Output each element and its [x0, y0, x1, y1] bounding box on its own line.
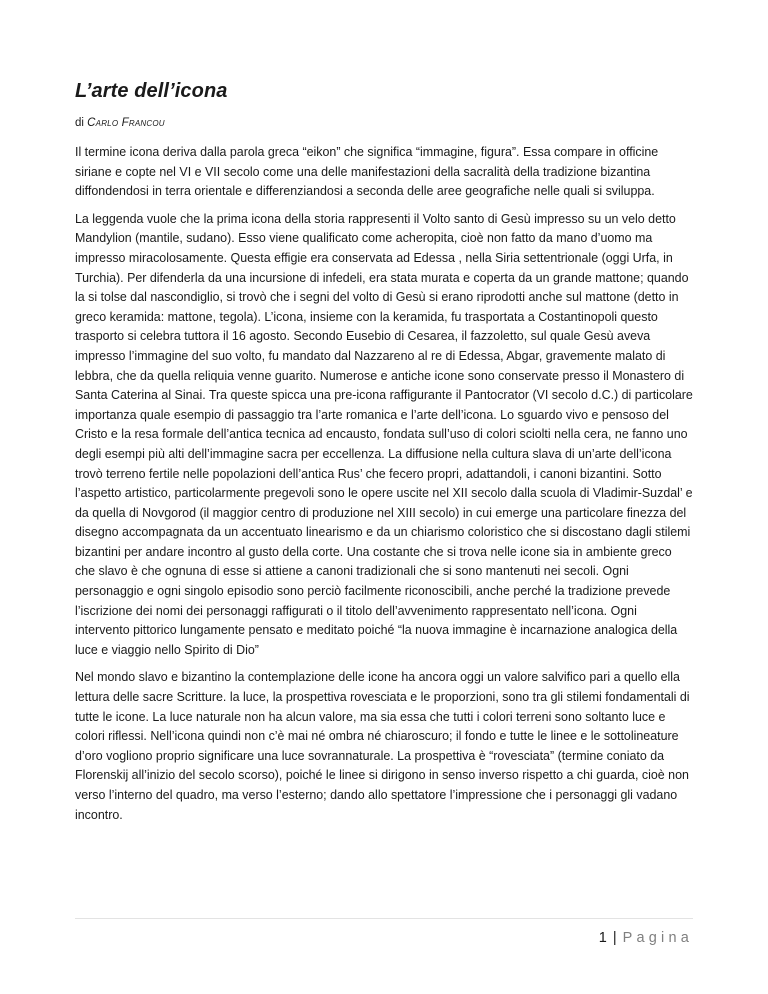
- paragraph-legend: La leggenda vuole che la prima icona della storia rappresenti il Volto santo di Gesù impresso su un velo detto Mandylion (mantile, sudano). Esso viene qualificato come acheropita, cioè non fatto da mano d’uomo ma impresso miracolosamente. Questa effigie era conservata ad Edessa , nella Siria settentrionale (oggi Urfa, in Turchia). Per difenderla da una incursione di infedeli, era stata murata e coperta da un grande mattone; quando la si tolse dal nascondiglio, si trovò che i segni del volto di Gesù si erano riprodotti anche sul mattone (detto in greco keramida: mattone, tegola). L’icona, insieme con la keramida, fu trasportata a Costantinopoli questo trasporto si celebra tuttora il 16 agosto. Secondo Eusebio di Cesarea, il fazzoletto, sul quale Gesù aveva impresso l’immagine del suo volto, fu mandato dal Nazzareno al re di Edessa, Abgar, gravemente malato di lebbra, che da quella reliquia venne guarito. Numerose e antiche icone sono conservate presso il Monastero di Santa Caterina al Sinai. Tra queste spicca una pre-icona raffigurante il Pantocrator (VI secolo d.C.) di particolare importanza quale esempio di passaggio tra l’arte romanica e l’arte dell’icona. Lo sguardo vivo e pensoso del Cristo e la resa formale dell’antica tecnica ad encausto, fondata sull’uso di colori sciolti nella cera, ne fanno uno degli esempi più alti dell’immagine sacra per eccellenza. La diffusione nella cultura slava di un’arte dell’icona trovò terreno fertile nelle popolazioni dell’antica Rus’ che fecero propri, adattandoli, i canoni bizantini. Sotto l’aspetto artistico, particolarmente pregevoli sono le opere uscite nel XII secolo dalla scuola di Vladimir-Suzdal’ e da quella di Novgorod (il maggior centro di produzione nel XIII secolo) in cui emerge una particolare finezza del disegno accompagnata da un accentuato linearismo e da un chiarismo coloristico che si discostano dagli stilemi bizantini per andare incontro al gusto della corte. Una costante che si trova nelle icone sia in ambiente greco che slavo è che ognuna di esse si attiene a canoni tradizionali che si sono mantenuti nei secoli. Ogni personaggio e ogni singolo episodio sono perciò facilmente riconoscibili, anche perché la tradizione prevede l’iscrizione dei nomi dei personaggi raffigurati o il titolo dell’avvenimento rappresentato nell’icona. Ogni intervento pittorico lungamente pensato e meditato poiché “la nuova immagine è incarnazione analogica della luce e viaggio nello Spirito di Dio”: [75, 211, 693, 657]
- footer-separator: |: [612, 930, 617, 946]
- article-title: L’arte dell’icona: [75, 80, 228, 102]
- paragraph-contemplation: Nel mondo slavo e bizantino la contemplazione delle icone ha ancora oggi un valore salvifico pari a quello ella lettura delle sacre Scritture. la luce, la prospettiva rovesciata e le proporzioni, sono tra gli stilemi fondamentali di tutte le icone. La luce naturale non ha alcun valore, ma sia essa che tutti i colori terreni sono soltanto luce e colori riflessi. Nell’icona quindi non c’è mai né ombra né chiaroscuro; il fondo e tutte le linee e le sottolineature d’oro vogliono proprio significare una luce sovrannaturale. La prospettiva è “rovesciata” (termine coniato da Florenskij all’inizio del secolo scorso), poiché le linee si dirigono in senso inverso rispetto a chi guarda, cioè non verso l’interno del quadro, ma verso l’esterno; dando allo spettatore l’impressione che i personaggi gli vadano incontro.: [75, 670, 690, 822]
- paragraph-intro: Il termine icona deriva dalla parola greca “eikon” che significa “immagine, figura”. Essa compare in officine siriane e copte nel VI e VII secolo come una delle manifestazioni della sacralità della tradizione bizantina diffondendosi in terra orientale e differenziandosi a seconda delle aree geografiche nelle quali si sviluppa.: [75, 145, 659, 199]
- byline-prefix: di: [75, 117, 88, 129]
- page-content: [75, 80, 693, 833]
- byline: [75, 117, 693, 129]
- page-footer: [599, 930, 693, 946]
- author-name: Carlo Francou: [87, 117, 165, 129]
- page-number: 1: [598, 930, 607, 946]
- page-word: Pagina: [622, 930, 693, 946]
- footer-divider: [75, 918, 693, 919]
